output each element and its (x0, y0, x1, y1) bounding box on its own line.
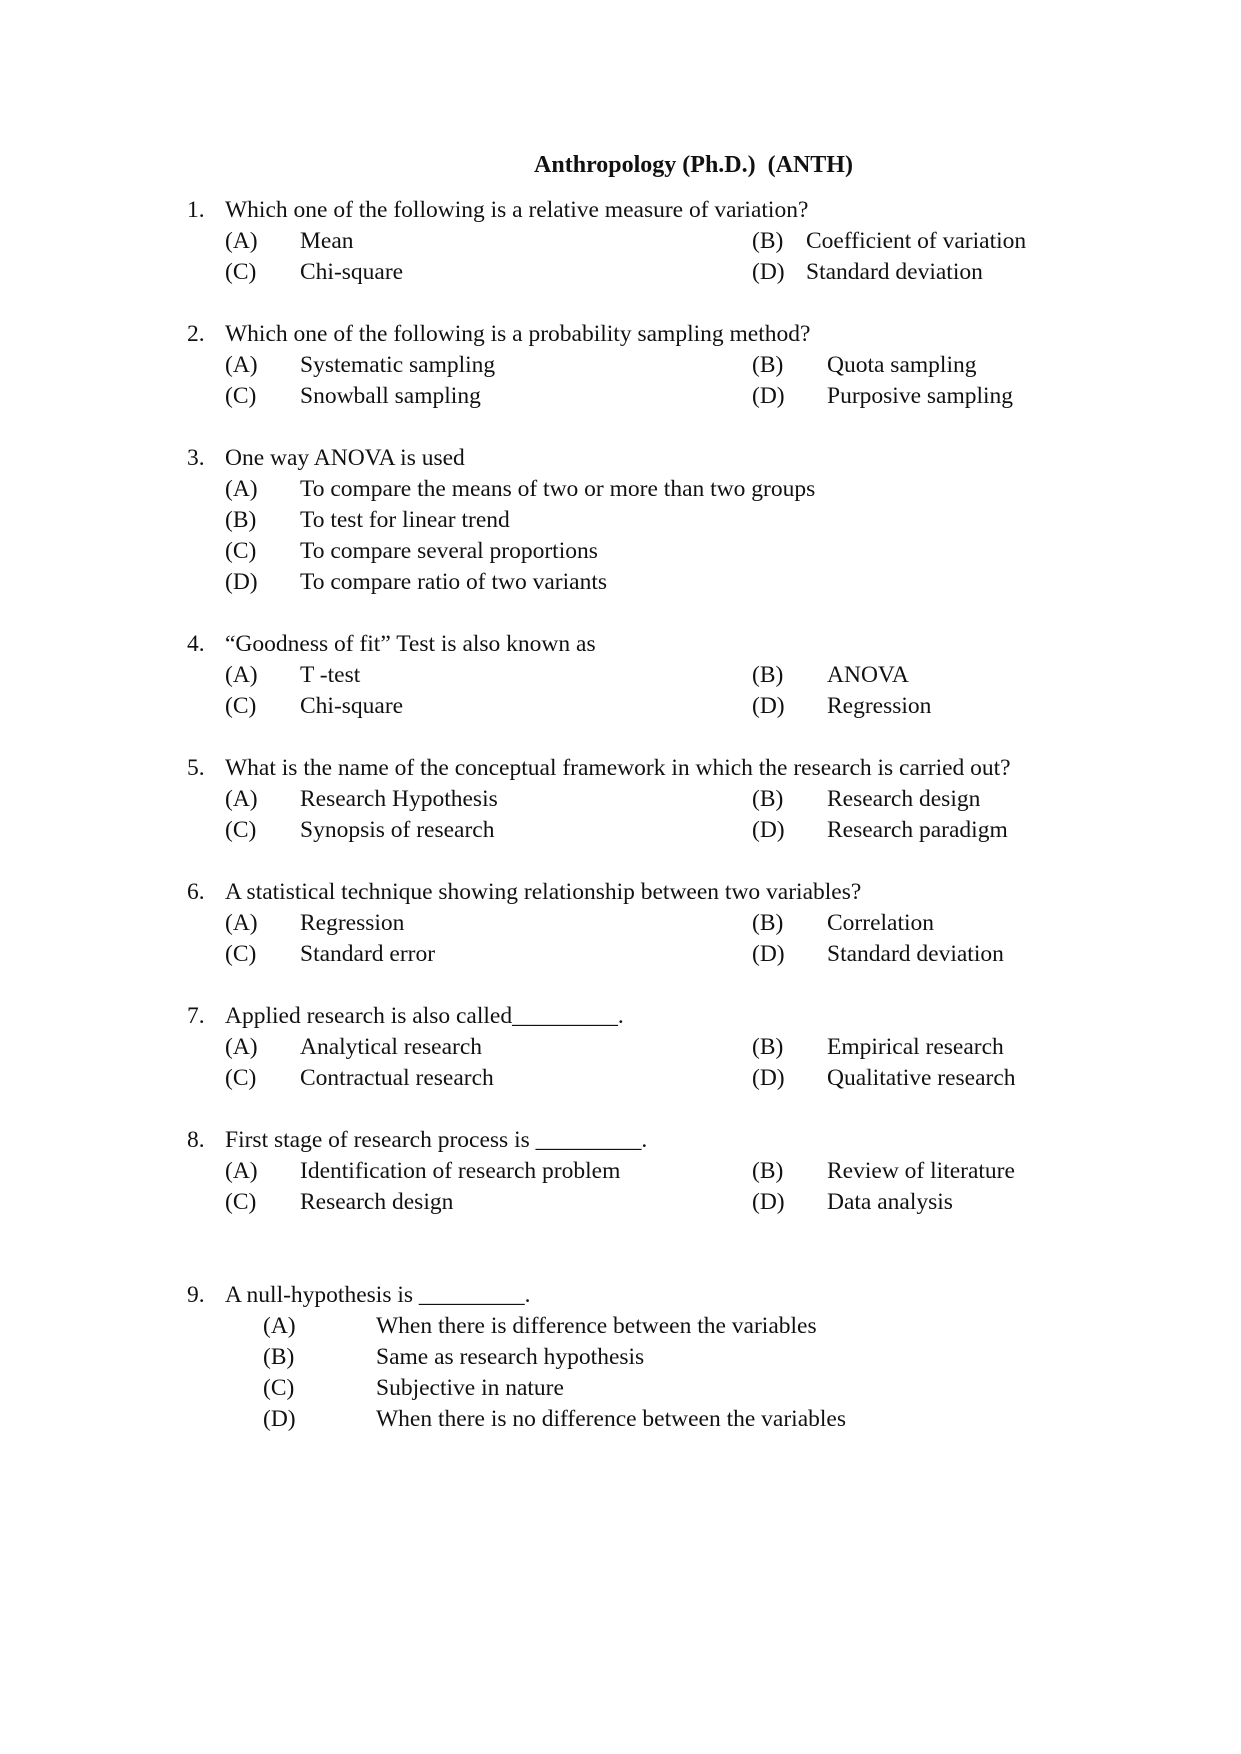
option-d: (D) Standard deviation (752, 941, 1004, 967)
question-number: 9. (187, 1282, 205, 1308)
option-d: (D) When there is no difference between the variables (263, 1406, 846, 1432)
option-a: (A) T -test (225, 662, 361, 688)
option-d: (D) Regression (752, 693, 932, 719)
option-a: (A) Identification of research problem (225, 1158, 621, 1184)
option-c: (C) To compare several proportions (225, 538, 598, 564)
question-number: 8. (187, 1127, 205, 1153)
option-d: (D) Research paradigm (752, 817, 1008, 843)
question-number: 5. (187, 755, 205, 781)
option-b: (B) Empirical research (752, 1034, 1004, 1060)
option-b: (B) Review of literature (752, 1158, 1015, 1184)
option-d: (D) Standard deviation (752, 259, 983, 285)
question-text: Which one of the following is a probability sampling method? (225, 321, 811, 347)
option-d: (D) Data analysis (752, 1189, 953, 1215)
option-c: (C) Contractual research (225, 1065, 494, 1091)
option-d: (D) Purposive sampling (752, 383, 1014, 409)
question-2 (187, 319, 1187, 412)
option-b: (B) Correlation (752, 910, 935, 936)
question-1 (187, 195, 1187, 288)
question-number: 2. (187, 321, 205, 347)
option-c: (C) Synopsis of research (225, 817, 495, 843)
option-c: (C) Subjective in nature (263, 1375, 564, 1401)
question-9 (187, 1280, 1187, 1435)
option-a: (A) To compare the means of two or more than two groups (225, 476, 816, 502)
option-b: (B) Same as research hypothesis (263, 1344, 645, 1370)
option-a: (A) When there is difference between the variables (263, 1313, 817, 1339)
question-number: 3. (187, 445, 205, 471)
option-b: (B) Quota sampling (752, 352, 977, 378)
question-6 (187, 877, 1187, 970)
option-c: (C) Chi-square (225, 693, 404, 719)
option-d: (D) Qualitative research (752, 1065, 1016, 1091)
option-d: (D) To compare ratio of two variants (225, 569, 608, 595)
option-c: (C) Research design (225, 1189, 454, 1215)
page-title: Anthropology (Ph.D.) (ANTH) (534, 152, 853, 178)
option-b: (B) ANOVA (752, 662, 909, 688)
question-text: “Goodness of fit” Test is also known as (225, 631, 596, 657)
option-b: (B) Coefficient of variation (752, 228, 1027, 254)
option-b: (B) Research design (752, 786, 981, 812)
option-a: (A) Regression (225, 910, 405, 936)
question-number: 1. (187, 197, 205, 223)
question-number: 4. (187, 631, 205, 657)
option-c: (C) Snowball sampling (225, 383, 481, 409)
option-c: (C) Standard error (225, 941, 436, 967)
question-text: First stage of research process is _________. (225, 1127, 648, 1153)
question-number: 7. (187, 1003, 205, 1029)
question-number: 6. (187, 879, 205, 905)
question-text: A null-hypothesis is _________. (225, 1282, 531, 1308)
question-8 (187, 1125, 1187, 1218)
option-a: (A) Systematic sampling (225, 352, 496, 378)
question-text: Applied research is also called_________. (225, 1003, 624, 1029)
option-c: (C) Chi-square (225, 259, 404, 285)
question-text: What is the name of the conceptual framework in which the research is carried out? (225, 755, 1011, 781)
question-3 (187, 443, 1187, 598)
question-text: Which one of the following is a relative measure of variation? (225, 197, 809, 223)
question-4 (187, 629, 1187, 722)
option-a: (A) Mean (225, 228, 354, 254)
option-a: (A) Research Hypothesis (225, 786, 498, 812)
option-a: (A) Analytical research (225, 1034, 483, 1060)
option-b: (B) To test for linear trend (225, 507, 510, 533)
question-text: One way ANOVA is used (225, 445, 465, 471)
question-7 (187, 1001, 1187, 1094)
question-5 (187, 753, 1187, 846)
question-text: A statistical technique showing relationship between two variables? (225, 879, 862, 905)
